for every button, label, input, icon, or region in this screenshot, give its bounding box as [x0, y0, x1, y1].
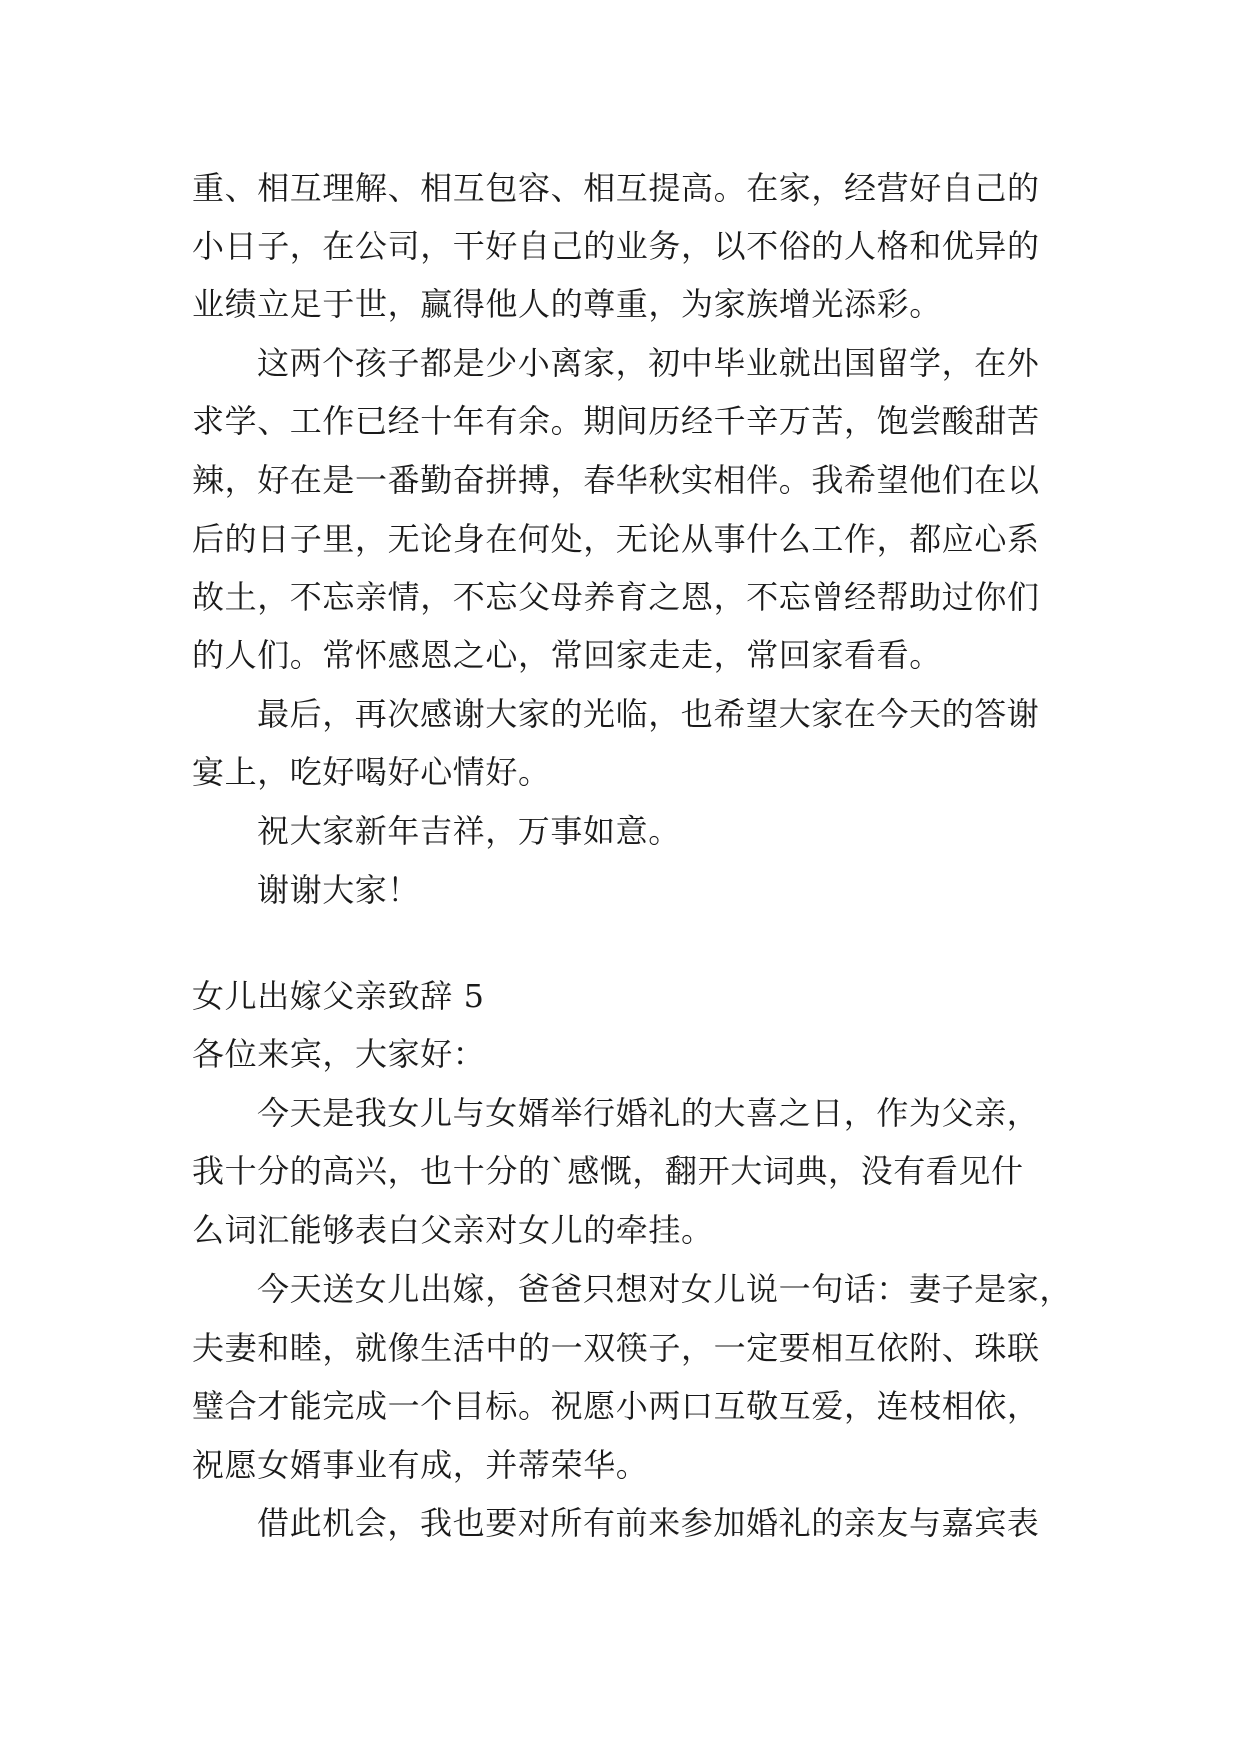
body-text-line: 璧合才能完成一个目标。祝愿小两口互敬互爱，连枝相依，	[192, 1387, 1040, 1425]
section-title: 女儿出嫁父亲致辞 5	[192, 977, 485, 1015]
body-text-line: 夫妻和睦，就像生活中的一双筷子，一定要相互依附、珠联	[192, 1329, 1040, 1367]
body-text-line: 宴上，吃好喝好心情好。	[192, 753, 551, 791]
paragraph-first-line: 这两个孩子都是少小离家，初中毕业就出国留学，在外	[257, 344, 1040, 382]
paragraph-first-line: 今天是我女儿与女婿举行婚礼的大喜之日，作为父亲，	[257, 1094, 1040, 1132]
body-text-line: 求学、工作已经十年有余。期间历经千辛万苦，饱尝酸甜苦	[192, 402, 1040, 440]
paragraph-first-line: 祝大家新年吉祥，万事如意。	[257, 812, 681, 850]
paragraph-first-line: 借此机会，我也要对所有前来参加婚礼的亲友与嘉宾表	[257, 1504, 1040, 1542]
body-text-line: 业绩立足于世，赢得他人的尊重，为家族增光添彩。	[192, 285, 942, 323]
body-text-line: 么词汇能够表白父亲对女儿的牵挂。	[192, 1211, 714, 1249]
body-text-line: 故土，不忘亲情，不忘父母养育之恩，不忘曾经帮助过你们	[192, 578, 1040, 616]
paragraph-first-line: 谢谢大家！	[257, 871, 421, 909]
body-text-line: 我十分的高兴，也十分的`感慨，翻开大词典，没有看见什	[192, 1152, 1024, 1190]
salutation: 各位来宾，大家好：	[192, 1035, 486, 1073]
body-text-line: 辣，好在是一番勤奋拼搏，春华秋实相伴。我希望他们在以	[192, 461, 1040, 499]
paragraph-first-line: 最后，再次感谢大家的光临，也希望大家在今天的答谢	[257, 695, 1040, 733]
body-text-line: 后的日子里，无论身在何处，无论从事什么工作，都应心系	[192, 520, 1040, 558]
body-text-line: 祝愿女婿事业有成，并蒂荣华。	[192, 1446, 649, 1484]
body-text-line: 重、相互理解、相互包容、相互提高。在家，经营好自己的	[192, 169, 1040, 207]
paragraph-first-line: 今天送女儿出嫁，爸爸只想对女儿说一句话：妻子是家，	[257, 1270, 1073, 1308]
body-text-line: 的人们。常怀感恩之心，常回家走走，常回家看看。	[192, 636, 942, 674]
body-text-line: 小日子，在公司，干好自己的业务，以不俗的人格和优异的	[192, 227, 1040, 265]
